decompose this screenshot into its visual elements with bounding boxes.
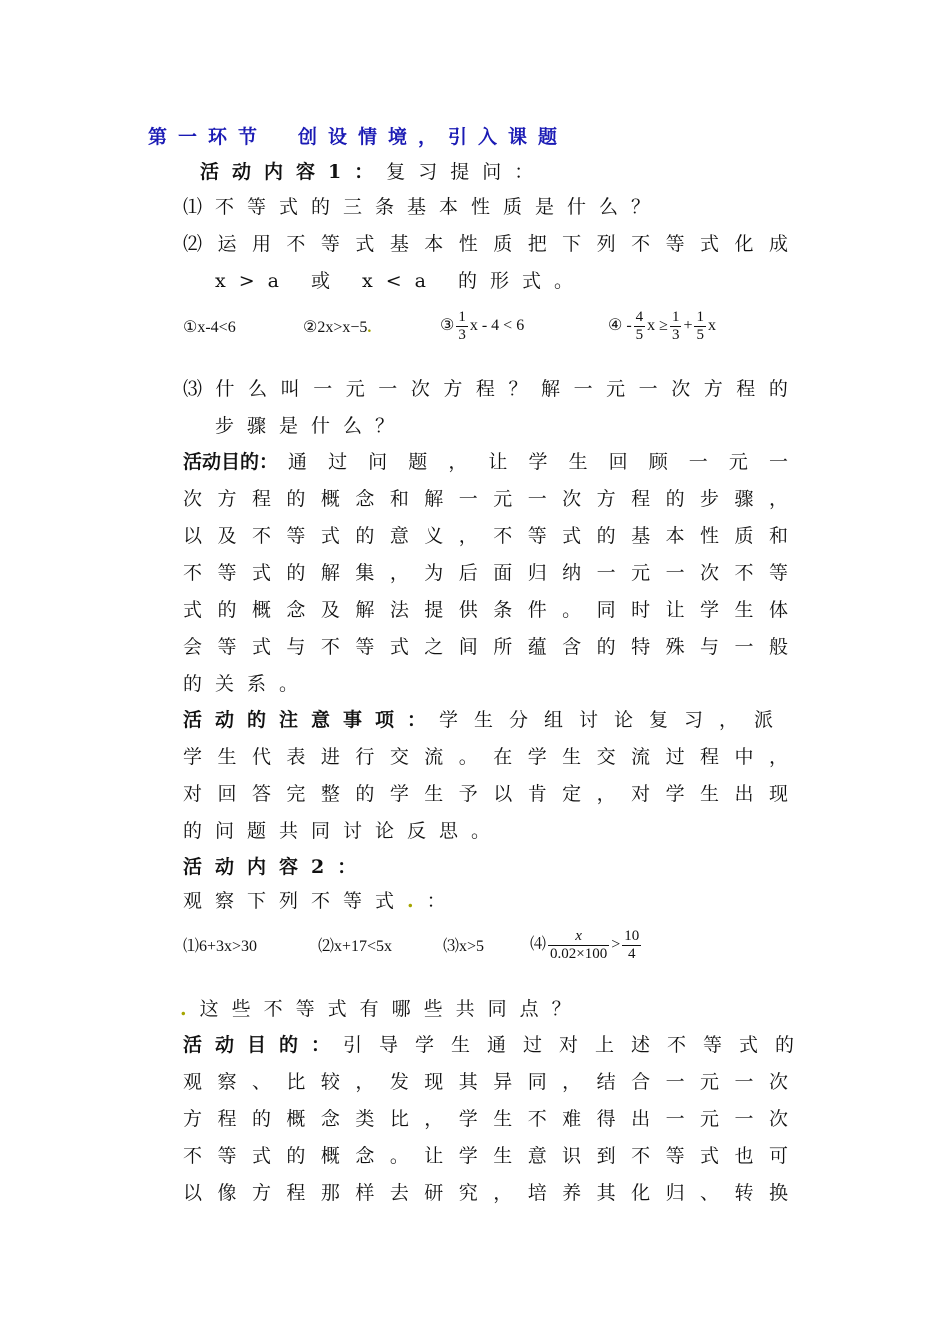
purpose2-line-3: 不 等 式 的 概 念 。 让 学 生 意 识 到 不 等 式 也 可 [183,1145,788,1167]
exercise-3-rest: x - 4 < 6 [469,317,525,335]
notes1-text-0: 学生分组讨论复习，派 [439,709,790,731]
inequality-4-fraction-right [622,928,641,963]
purpose2-line-2: 方 程 的 概 念 类 比 ， 学 生 不 难 得 出 一 元 一 次 [183,1108,788,1130]
exercise-1: ①x-4<6 [183,319,236,336]
exercise-4-fraction-1 [634,309,646,344]
inequality-4-fraction-left [548,928,609,963]
exercise-4-fraction-2 [670,309,682,344]
purpose1-line-2: 以 及 不 等 式 的 意 义 ， 不 等 式 的 基 本 性 质 和 [183,525,788,547]
activity2-observe-tail: ： [426,890,459,912]
activity2-observe-text: 观察下列不等式 [183,890,408,912]
purpose1-text-0: 通 过 问 题 ， 让 学 生 回 顾 一 元 一 [288,451,788,473]
purpose1-line-0 [183,450,788,474]
purpose2-label: 活动目的： [183,1034,344,1056]
purpose2-line-1: 观 察 、 比 较 ， 发 现 其 异 同 ， 结 合 一 元 一 次 [183,1071,788,1093]
question-3-line2: 步骤是什么？ [215,415,408,437]
exercise-4-denominator-2: 3 [671,327,680,343]
exercise-3 [440,309,524,344]
inequality-4-prefix: ⑷ [530,936,547,954]
purpose1-line-3: 不 等 式 的 解 集 ， 为 后 面 归 纳 一 元 一 次 不 等 [183,562,788,584]
exercise-4 [608,309,716,344]
notes1-line-3: 的问题共同讨论反思。 [183,820,504,842]
activity2-observe: 观察下列不等式.： [183,890,459,912]
purpose1-label: 活动目的： [183,451,279,473]
activity1-heading-rest: 复习提问： [386,161,547,183]
inequality-4-gt: > [611,936,621,954]
purpose1-line-1: 次 方 程 的 概 念 和 解 一 元 一 次 方 程 的 步 骤 ， [183,488,788,510]
inequality-4-numerator: x [548,928,609,946]
purpose1-line-5: 会 等 式 与 不 等 式 之 间 所 蕴 含 的 特 殊 与 一 般 [183,636,788,658]
question-3-line1: ⑶ 什 么 叫 一 元 一 次 方 程 ？ 解 一 元 一 次 方 程 的 [183,378,788,400]
inequality-3: ⑶x>5 [443,938,485,955]
purpose2-line-4: 以 像 方 程 那 样 去 研 究 ， 培 养 其 化 归 、 转 换 [183,1182,788,1204]
exercise-4-numerator-1: 4 [635,309,644,325]
question-2-line2: x>a 或 x<a 的形式。 [215,270,587,292]
inequality-4-right-numerator: 10 [624,928,640,944]
exercise-4-prefix: ④ - [608,317,632,335]
purpose1-line-4: 式 的 概 念 及 解 法 提 供 条 件 。 同 时 让 学 生 体 [183,599,788,621]
exercise-4-plus: + [683,317,693,335]
exercise-4-denominator-3: 5 [696,327,704,343]
inequality-1: ⑴6+3x>30 [183,938,258,955]
inequality-4-right-denominator: 4 [628,946,636,962]
question-2-line1: ⑵ 运 用 不 等 式 基 本 性 质 把 下 列 不 等 式 化 成 [183,233,788,255]
exercise-4-x: x [707,317,716,335]
exercise-4-numerator-3: 1 [696,309,704,325]
notes1-label: 活动的注意事项： [183,709,440,731]
exercise-3-denominator: 3 [458,327,466,343]
activity2-question: .这些不等式有哪些共同点？ [180,998,584,1020]
section-title: 第一环节 创设情境，引入课题 [148,126,569,148]
exercise-4-mid: x ≥ [647,317,668,335]
exercise-3-numerator: 1 [458,309,466,325]
activity1-heading: 活动内容1： [200,161,387,183]
exercise-4-fraction-3 [694,309,706,344]
purpose1-line-6: 的关系。 [183,673,312,695]
exercise-2: ②2x>x−5. [303,319,372,336]
exercise-4-denominator-1: 5 [635,327,644,343]
notes1-line-0 [183,708,788,732]
activity1-heading-line [200,160,546,184]
inequality-2: ⑵x+17<5x [318,938,393,955]
notes1-line-2: 对 回 答 完 整 的 学 生 予 以 肯 定 ， 对 学 生 出 现 [183,783,788,805]
exercise-4-numerator-2: 1 [671,309,680,325]
inequality-4-denominator: 0.02×100 [550,946,608,962]
activity2-question-text: 这些不等式有哪些共同点？ [199,998,584,1020]
inequality-4 [530,928,643,963]
purpose2-line-0 [183,1033,812,1057]
purpose2-text-0: 引导学生通过对上述不等式的 [343,1034,812,1056]
question-1: ⑴不等式的三条基本性质是什么？ [183,196,664,218]
activity2-heading: 活动内容2： [183,856,370,878]
exercise-3-prefix: ③ [440,317,455,335]
notes1-line-1: 学 生 代 表 进 行 交 流 。 在 学 生 交 流 过 程 中 ， [183,746,788,768]
exercise-3-fraction [456,309,468,344]
exercise-2-text: ②2x>x−5 [303,319,368,336]
